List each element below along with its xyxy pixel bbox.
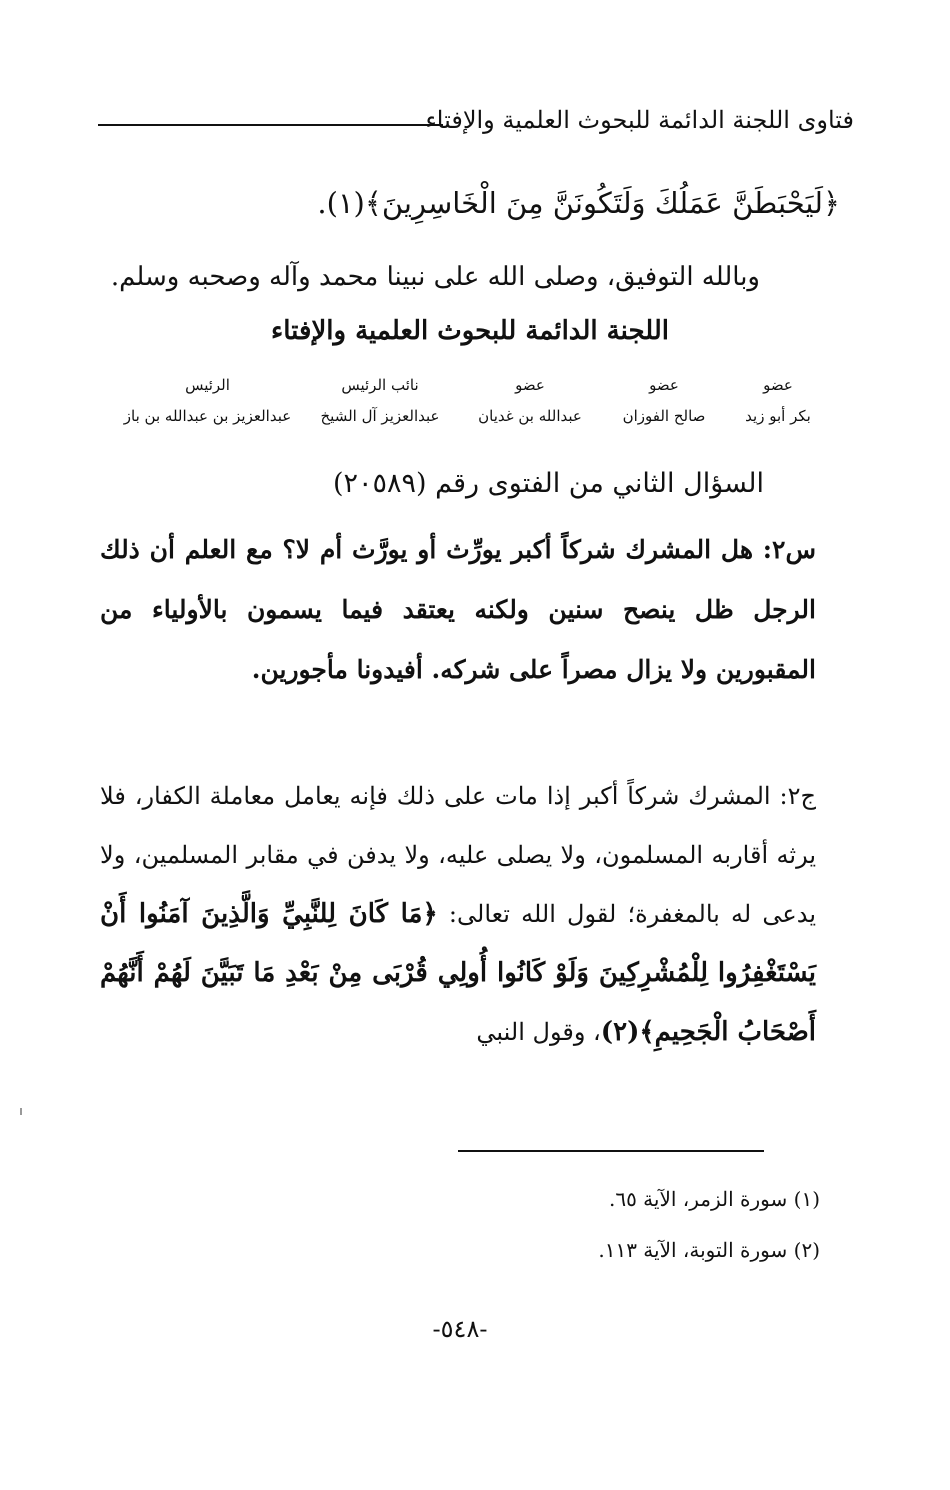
signatory-name: عبدالعزيز بن عبدالله بن باز (123, 407, 292, 425)
signatory-deputy-chairman (300, 376, 460, 425)
signatory-name: بكر أبو زيد (745, 407, 811, 425)
signatory-name: صالح الفوزان (622, 407, 706, 425)
committee-name: اللجنة الدائمة للبحوث العلمية والإفتاء (271, 316, 669, 346)
scan-speck (20, 1108, 22, 1115)
question-heading: السؤال الثاني من الفتوى رقم (٢٠٥٨٩) (332, 468, 764, 499)
signatory-member-3 (460, 376, 600, 425)
answer-quran-verse: ﴿مَا كَانَ لِلنَّبِيِّ وَالَّذِينَ آمَنُوا أَنْ يَسْتَغْفِرُوا لِلْمُشْرِكِينَ وَلَوْ كَانُوا أُولِي قُرْبَى مِنْ بَعْدِ مَا تَبَيَّنَ لَهُمْ أَنَّهُمْ أَصْحَابُ الْجَحِيمِ﴾(٢) (100, 899, 816, 1047)
signatory-chairman (115, 376, 300, 425)
answer-paragraph (100, 767, 816, 1062)
signatory-member-2 (604, 376, 724, 425)
signatory-role: عضو (515, 376, 545, 394)
signatory-role: نائب الرئيس (341, 376, 419, 394)
signatory-member-1 (728, 376, 828, 425)
quran-verse-top: ﴿لَيَحْبَطَنَّ عَمَلُكَ وَلَتَكُونَنَّ مِنَ الْخَاسِرِينَ﴾(١). (317, 186, 840, 220)
answer-text: ج٢: المشرك شركاً أكبر إذا مات على ذلك فإنه يعامل معاملة الكفار، فلا يرثه أقاربه المسلمون، ولا يصلى عليه، ولا يدفن في مقابر المسلمين، ولا يدعى له بالمغفرة؛ لقول الله تعالى: (100, 782, 817, 928)
signatory-role: عضو (649, 376, 679, 394)
question-text: س٢: هل المشرك شركاً أكبر يورِّث أو يورَّث أم لا؟ مع العلم أن ذلك الرجل ظل ينصح سنين ولكنه يعتقد فيما يسمون بالأولياء من المقبورين ولا يزال مصراً على شركه. أفيدونا مأجورين. (100, 535, 816, 684)
signatory-name: عبدالله بن غديان (478, 407, 582, 425)
signatory-role: عضو (763, 376, 793, 394)
running-header-title: فتاوى اللجنة الدائمة للبحوث العلمية والإفتاء (425, 106, 854, 134)
footnote-2: (٢) سورة التوبة، الآية ١١٣. (598, 1238, 820, 1262)
signatory-role: الرئيس (185, 376, 230, 394)
header-rule (98, 124, 443, 126)
closing-statement: وبالله التوفيق، وصلى الله على نبينا محمد وآله وصحبه وسلم. (110, 262, 760, 292)
footnote-rule (458, 1150, 764, 1152)
footnote-1: (١) سورة الزمر، الآية ٦٥. (608, 1187, 820, 1211)
answer-continuation: ، وقول النبي (476, 1018, 601, 1046)
page-number: -٥٤٨- (432, 1315, 488, 1343)
signatory-name: عبدالعزيز آل الشيخ (320, 407, 440, 425)
